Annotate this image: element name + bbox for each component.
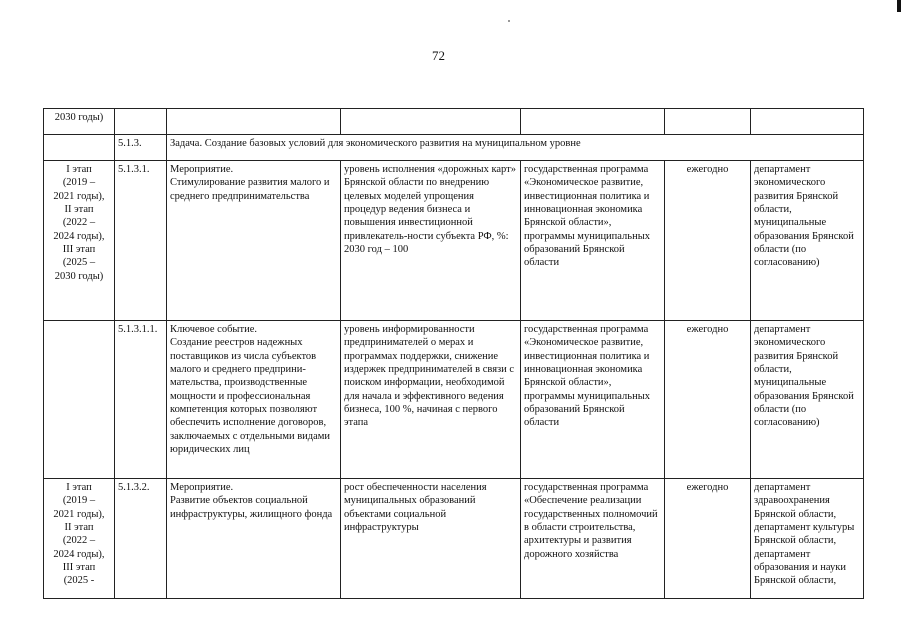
program-cell: государственная программа «Экономическое развитие, инвестиционная политика и инновационная экономика Брянской области», программы муниципальных образований Брянской области bbox=[521, 161, 665, 321]
measure-cell: Мероприятие. Развитие объектов социальной инфраструктуры, жилищного фонда bbox=[167, 479, 341, 599]
executor-cell: департамент здравоохранения Брянской области, департамент культуры Брянской области, департамент образования и науки Брянской области, bbox=[751, 479, 864, 599]
period-cell: ежегодно bbox=[665, 479, 751, 599]
page-number: 72 bbox=[432, 48, 445, 63]
table-row bbox=[44, 109, 864, 135]
table-row bbox=[44, 479, 864, 599]
executor-cell: департамент экономического развития Брянской области, муниципальные образования Брянской области (по согласованию) bbox=[751, 321, 864, 479]
stage-cell: I этап (2019 – 2021 годы), II этап (2022 – 2024 годы), III этап (2025 - bbox=[44, 479, 115, 599]
stage-cell: I этап (2019 – 2021 годы), II этап (2022 – 2024 годы), III этап (2025 – 2030 годы) bbox=[44, 161, 115, 321]
stage-cell: 2030 годы) bbox=[44, 109, 115, 135]
executor-cell: департамент экономического развития Брянской области, муниципальные образования Брянской области (по согласованию) bbox=[751, 161, 864, 321]
indicator-cell bbox=[341, 109, 521, 135]
indicator-cell: уровень исполнения «дорожных карт» Брянской области по внедрению целевых моделей упрощения процедур ведения бизнеса и повышения инвестиционной привлекатель-ности субъекта РФ, %: 2030 год – 100 bbox=[341, 161, 521, 321]
task-text-cell: Задача. Создание базовых условий для экономического развития на муниципальном уровне bbox=[167, 135, 864, 161]
indicator-cell: рост обеспеченности населения муниципальных образований объектами социальной инфраструктуры bbox=[341, 479, 521, 599]
plan-table bbox=[43, 108, 864, 599]
task-number-cell: 5.1.3. bbox=[115, 135, 167, 161]
table-row bbox=[44, 321, 864, 479]
program-cell: государственная программа «Обеспечение реализации государственных полномочий в области строительства, архитектуры и развития дорожного хозяйства bbox=[521, 479, 665, 599]
number-cell: 5.1.3.1.1. bbox=[115, 321, 167, 479]
scan-edge-mark bbox=[897, 0, 901, 12]
scan-dot bbox=[508, 20, 510, 22]
program-cell bbox=[521, 109, 665, 135]
period-cell bbox=[665, 109, 751, 135]
measure-cell: Мероприятие. Стимулирование развития малого и среднего предпринимательства bbox=[167, 161, 341, 321]
period-cell: ежегодно bbox=[665, 321, 751, 479]
number-cell: 5.1.3.2. bbox=[115, 479, 167, 599]
number-cell bbox=[115, 109, 167, 135]
number-cell: 5.1.3.1. bbox=[115, 161, 167, 321]
stage-cell bbox=[44, 135, 115, 161]
stage-cell bbox=[44, 321, 115, 479]
indicator-cell: уровень информированности предпринимателей о мерах и программах поддержки, снижение издержек предпринимателей в связи с поиском информации, необходимой для начала и эффективного ведения бизнеса, 100 %, начиная с первого этапа bbox=[341, 321, 521, 479]
task-row bbox=[44, 135, 864, 161]
table-row bbox=[44, 161, 864, 321]
executor-cell bbox=[751, 109, 864, 135]
measure-cell bbox=[167, 109, 341, 135]
measure-cell: Ключевое событие. Создание реестров надежных поставщиков из числа субъектов малого и среднего предприни-мательства, производственные мощности и профессиональная компетенция которых позволяют обеспечить исполнение договоров, заключаемых с отдельными видами юридических лиц bbox=[167, 321, 341, 479]
program-cell: государственная программа «Экономическое развитие, инвестиционная политика и инновационная экономика Брянской области», программы муниципальных образований Брянской области bbox=[521, 321, 665, 479]
period-cell: ежегодно bbox=[665, 161, 751, 321]
